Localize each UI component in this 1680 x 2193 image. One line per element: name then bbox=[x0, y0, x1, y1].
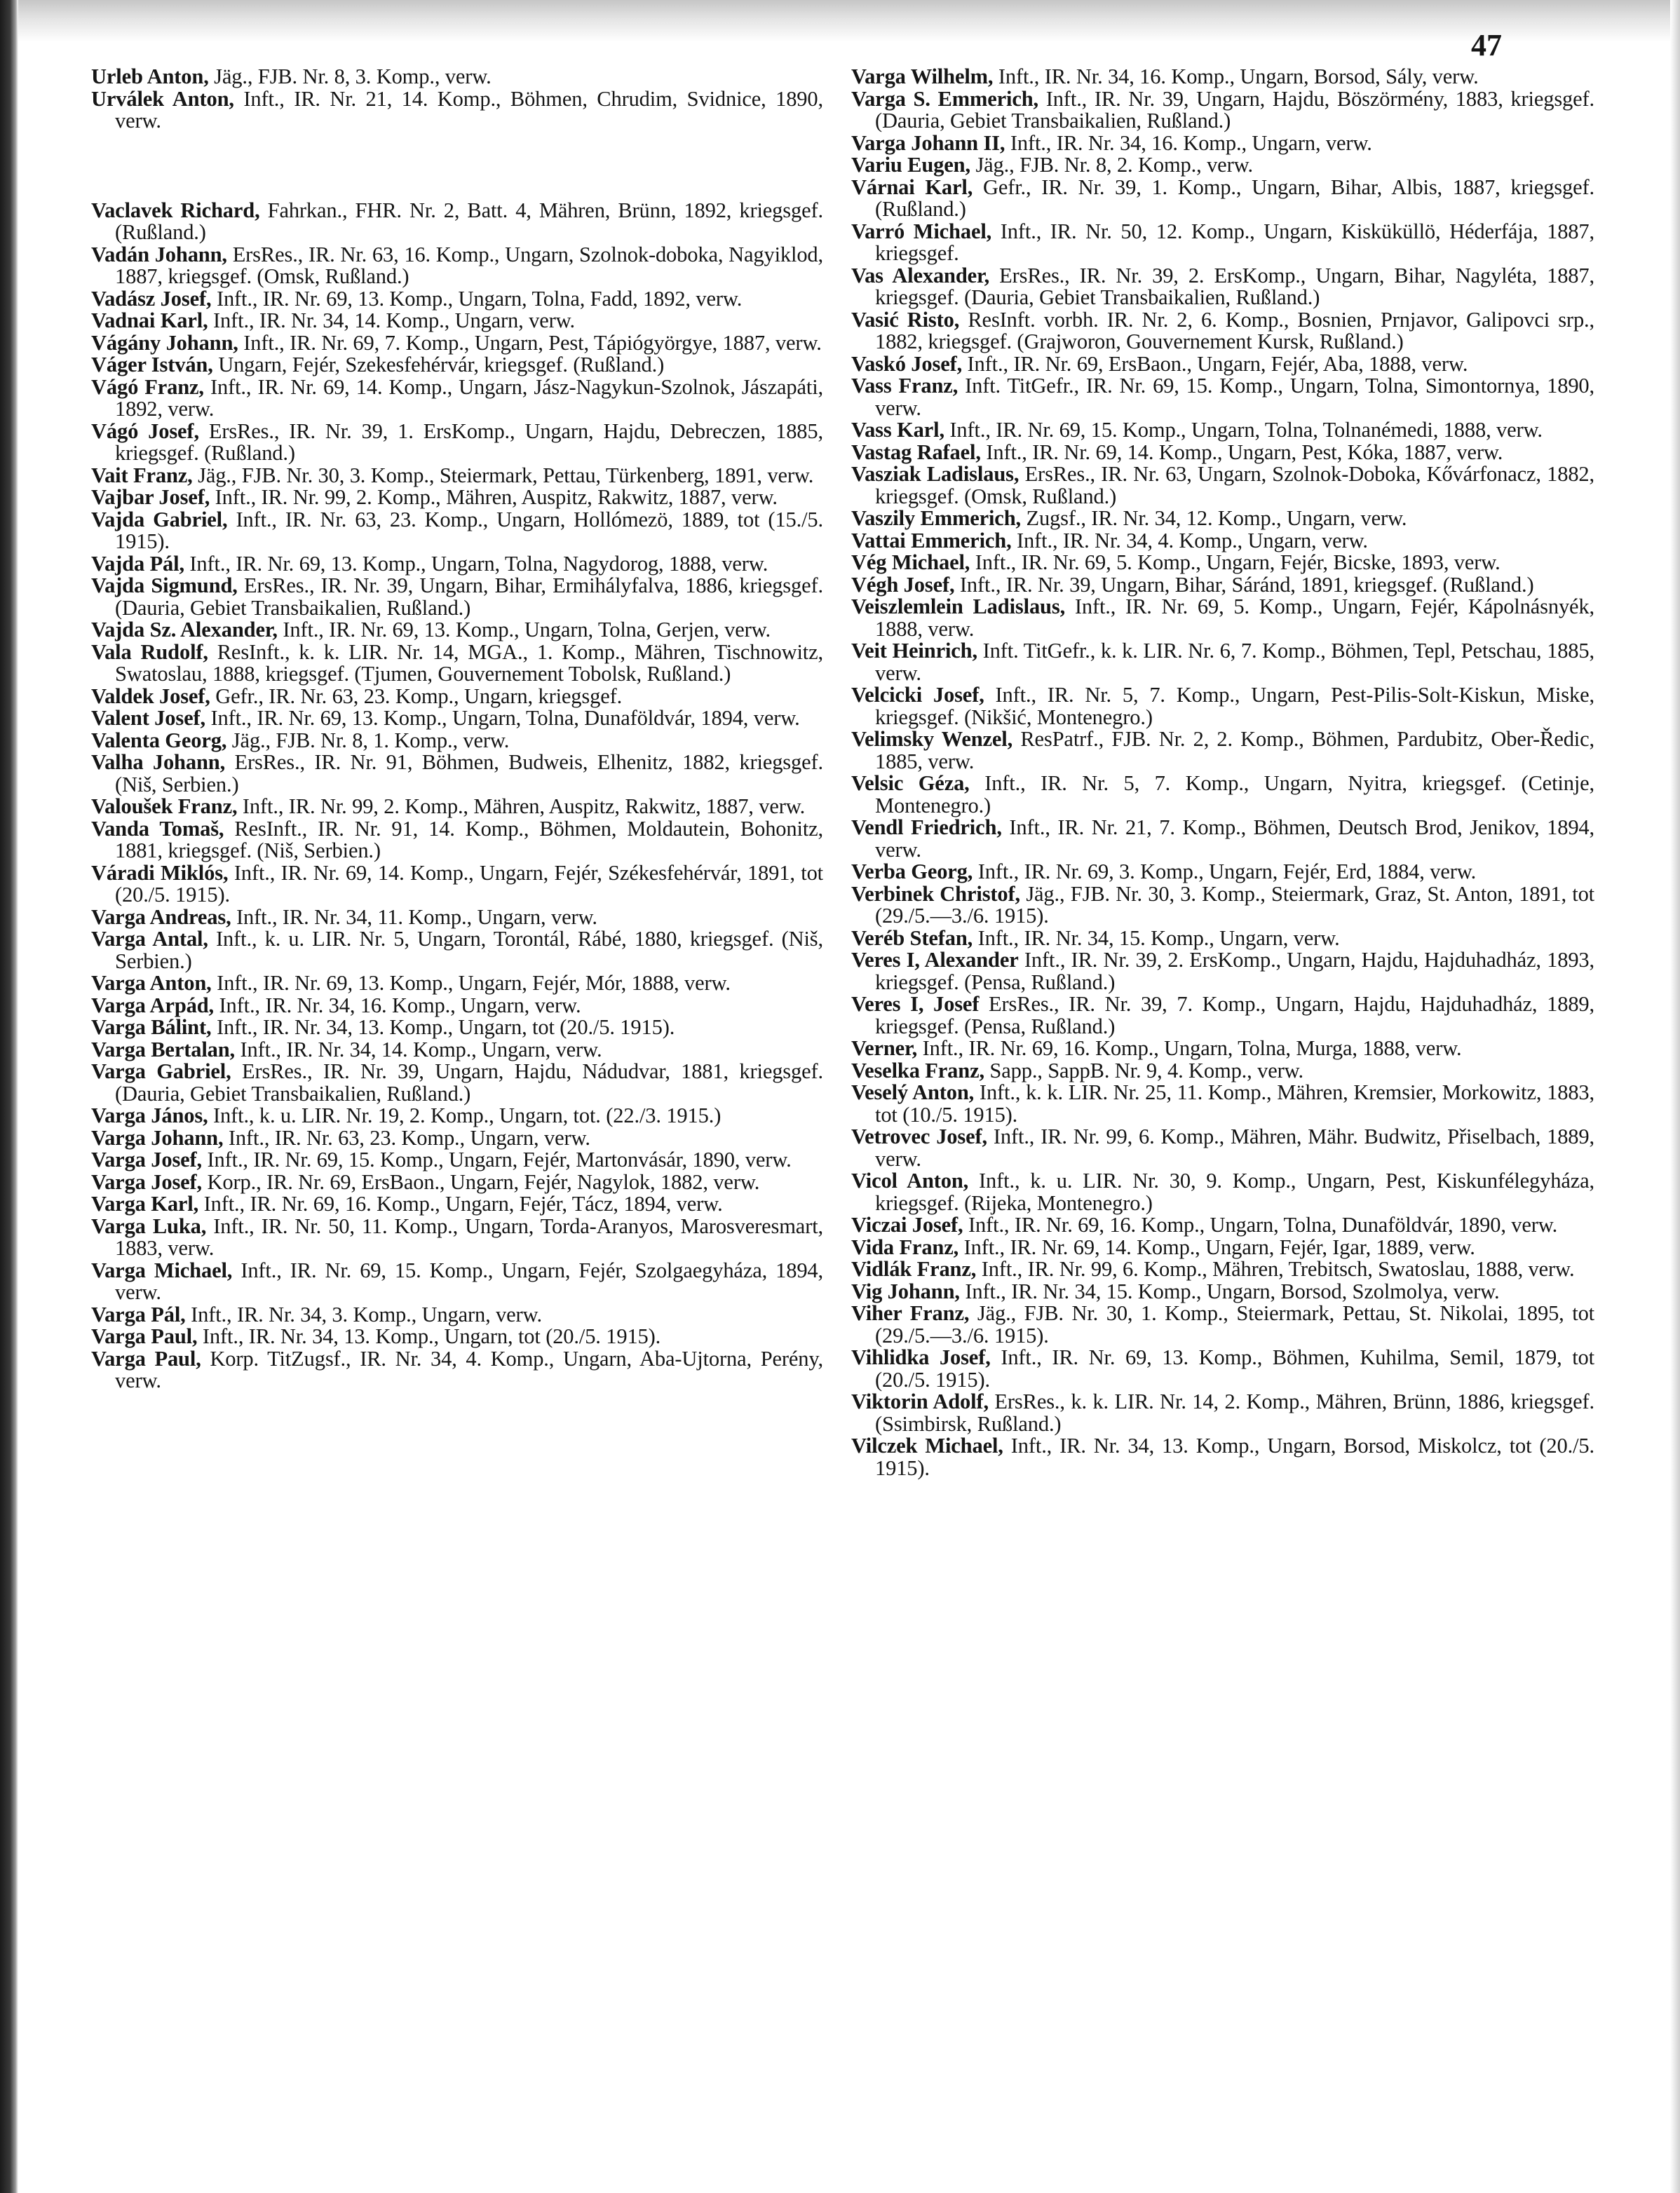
entry-name: Vihlidka Josef, bbox=[851, 1345, 991, 1369]
entry-details: Inft. TitGefr., k. k. LIR. Nr. 6, 7. Komp., Böhmen, Tepl, Petschau, 1885, verw. bbox=[875, 639, 1594, 685]
entry-details: Inft., IR. Nr. 34, 14. Komp., Ungarn, verw. bbox=[235, 1037, 602, 1061]
entry-details: ErsRes., IR. Nr. 91, Böhmen, Budweis, Elhenitz, 1882, kriegsgef. (Niš, Serbien.) bbox=[115, 750, 823, 796]
entry-name: Varga S. Emmerich, bbox=[851, 86, 1039, 111]
entry-name: Vida Franz, bbox=[851, 1235, 959, 1259]
entry-name: Valenta Georg, bbox=[91, 728, 227, 752]
entry-details: Inft., k. k. LIR. Nr. 25, 11. Komp., Mähren, Kremsier, Morkowitz, 1883, tot (10./5. 1915). bbox=[875, 1080, 1595, 1127]
entry-name: Vágány Johann, bbox=[91, 330, 238, 355]
roll-entry bbox=[91, 465, 823, 487]
entry-details: Inft., IR. Nr. 69, 15. Komp., Ungarn, Tolna, Tolnanémedi, 1888, verw. bbox=[944, 418, 1543, 442]
entry-name: Vetrovec Josef, bbox=[851, 1125, 987, 1148]
entry-details: Inft., IR. Nr. 99, 2. Komp., Mähren, Auspitz, Rakwitz, 1887, verw. bbox=[210, 485, 778, 509]
roll-entry bbox=[91, 288, 823, 311]
entry-details: Inft., IR. Nr. 34, 14. Komp., Ungarn, verw. bbox=[208, 308, 575, 332]
entry-name: Vait Franz, bbox=[91, 463, 193, 487]
roll-entry bbox=[851, 773, 1594, 817]
entry-details: Inft., IR. Nr. 69, 13. Komp., Ungarn, Tolna, Dunaföldvár, 1894, verw. bbox=[205, 706, 800, 730]
entry-details: Inft., k. u. LIR. Nr. 5, Ungarn, Torontál, Rábé, 1880, kriegsgef. (Niš, Serbien.) bbox=[115, 927, 823, 973]
roll-entry bbox=[91, 995, 823, 1017]
entry-details: Inft., IR. Nr. 69, 13. Komp., Böhmen, Kuhilma, Semil, 1879, tot (20./5. 1915). bbox=[875, 1345, 1594, 1392]
entry-details: Inft., IR. Nr. 5, 7. Komp., Ungarn, Nyitra, kriegsgef. (Cetinje, Montenegro.) bbox=[875, 771, 1595, 817]
roll-entry bbox=[851, 530, 1594, 552]
roll-entry bbox=[91, 1193, 823, 1216]
roll-entry bbox=[851, 925, 1594, 950]
roll-entry bbox=[91, 862, 823, 907]
entry-name: Varga Josef, bbox=[91, 1169, 203, 1194]
roll-entry bbox=[91, 619, 823, 641]
roll-entry bbox=[91, 1017, 823, 1039]
entry-name: Vajda Sigmund, bbox=[91, 573, 238, 597]
entry-details: Inft., IR. Nr. 34, 16. Komp., Ungarn, Borsod, Sály, verw. bbox=[993, 64, 1479, 88]
roll-entry bbox=[851, 508, 1594, 530]
roll-entry bbox=[851, 154, 1594, 177]
entry-name: Vasić Risto, bbox=[851, 307, 960, 332]
entry-name: Vadán Johann, bbox=[91, 242, 227, 266]
roll-entry bbox=[851, 1435, 1594, 1479]
entry-details: ErsRes., IR. Nr. 63, 16. Komp., Ungarn, Szolnok-doboka, Nagyiklod, 1887, kriegsgef. (Omsk, Rußland.) bbox=[115, 242, 823, 288]
entry-details: ResInft., k. k. LIR. Nr. 14, MGA., 1. Komp., Mähren, Tischnowitz, Swatoslau, 1888, kriegsgef. (Tjumen, Gouvernement Tobolsk, Rußland.) bbox=[115, 639, 823, 686]
entry-name: Varga Arpád, bbox=[91, 993, 215, 1017]
entry-name: Váger István, bbox=[91, 353, 213, 376]
entry-details: Inft., IR. Nr. 34, 13. Komp., Ungarn, Borsod, Miskolcz, tot (20./5. 1915). bbox=[875, 1434, 1594, 1480]
entry-details: Gefr., IR. Nr. 39, 1. Komp., Ungarn, Bihar, Albis, 1887, kriegsgef. (Rußland.) bbox=[875, 175, 1594, 221]
entry-details: ErsRes., k. k. LIR. Nr. 14, 2. Komp., Mähren, Brünn, 1886, kriegsgef. (Ssimbirsk, Rußland.) bbox=[875, 1390, 1594, 1436]
entry-name: Valdek Josef, bbox=[91, 684, 210, 708]
roll-entry bbox=[91, 575, 823, 619]
scan-top-shadow bbox=[0, 0, 1680, 42]
entry-details: ErsRes., IR. Nr. 39, Ungarn, Hajdu, Nádudvar, 1881, kriegsgef. (Dauria, Gebiet Transbaikalien, Rußland.) bbox=[115, 1059, 823, 1106]
entry-name: Vattai Emmerich, bbox=[851, 528, 1012, 552]
entry-name: Vas Alexander, bbox=[851, 263, 990, 287]
entry-details: Jäg., FJB. Nr. 30, 1. Komp., Steiermark, Pettau, St. Nikolai, 1895, tot (29./5.—3./6. 1915). bbox=[875, 1301, 1594, 1347]
roll-entry bbox=[851, 1060, 1594, 1082]
entry-name: Váradi Miklós, bbox=[91, 860, 229, 885]
page-number: 47 bbox=[1471, 28, 1502, 62]
roll-entry bbox=[851, 1038, 1594, 1060]
roll-entry bbox=[851, 1214, 1594, 1237]
entry-details: ErsRes., IR. Nr. 39, Ungarn, Bihar, Ermihályfalva, 1886, kriegsgef. (Dauria, Gebiet Transbaikalien, Rußland.) bbox=[115, 573, 823, 620]
roll-entry bbox=[91, 1304, 823, 1326]
entry-details: Inft., IR. Nr. 69, 14. Komp., Ungarn, Jász-Nagykun-Szolnok, Jászapáti, 1892, verw. bbox=[115, 374, 823, 421]
scan-binding-edge bbox=[0, 0, 18, 2193]
entry-name: Varga Johann, bbox=[91, 1125, 224, 1150]
entry-name: Veiszlemlein Ladislaus, bbox=[851, 595, 1066, 618]
entry-name: Valoušek Franz, bbox=[91, 794, 238, 818]
roll-entry bbox=[91, 1061, 823, 1105]
roll-entry bbox=[91, 487, 823, 509]
entry-name: Vágó Josef, bbox=[91, 419, 199, 443]
roll-entry bbox=[91, 509, 823, 553]
entry-name: Verner, bbox=[851, 1036, 918, 1060]
roll-entry bbox=[851, 1391, 1594, 1435]
entry-name: Viczai Josef, bbox=[851, 1213, 963, 1237]
entry-name: Varga Paul, bbox=[91, 1346, 201, 1371]
entry-details: Jäg., FJB. Nr. 8, 2. Komp., verw. bbox=[970, 153, 1253, 177]
roll-entry bbox=[91, 1216, 823, 1260]
entry-details: Inft., IR. Nr. 63, 23. Komp., Ungarn, Hollómezö, 1889, tot (15./5. 1915). bbox=[115, 507, 823, 553]
roll-entry bbox=[851, 221, 1594, 265]
entry-details: ErsRes., IR. Nr. 39, 7. Komp., Ungarn, Hajdu, Hajduhadház, 1889, kriegsgef. (Pensa, Rußland.) bbox=[875, 992, 1594, 1038]
entry-name: Veréb Stefan, bbox=[851, 925, 973, 950]
entry-name: Vicol Anton, bbox=[851, 1169, 969, 1193]
entry-details: Inft., IR. Nr. 63, 23. Komp., Ungarn, verw. bbox=[223, 1125, 590, 1150]
roll-entry bbox=[851, 130, 1594, 155]
roll-entry bbox=[91, 200, 823, 244]
entry-name: Vanda Tomaš, bbox=[91, 816, 224, 841]
roll-entry bbox=[91, 1105, 823, 1127]
entry-name: Varga Gabriel, bbox=[91, 1059, 231, 1083]
roll-entry bbox=[91, 88, 823, 133]
entry-details: ErsRes., IR. Nr. 39, 2. ErsKomp., Ungarn, Bihar, Nagyléta, 1887, kriegsgef. (Dauria, Gebiet Transbaikalien, Rußland.) bbox=[875, 263, 1594, 309]
entry-name: Verba Georg, bbox=[851, 860, 973, 883]
entry-name: Varga Wilhelm, bbox=[851, 64, 994, 88]
entry-details: Jäg., FJB. Nr. 30, 3. Komp., Steiermark, Graz, St. Anton, 1891, tot (29./5.—3./6. 1915). bbox=[875, 881, 1594, 928]
roll-entry bbox=[91, 730, 823, 752]
entry-name: Vass Karl, bbox=[851, 418, 944, 442]
entry-name: Veit Heinrich, bbox=[851, 639, 977, 663]
entry-name: Veselka Franz, bbox=[851, 1058, 984, 1082]
roll-entry bbox=[851, 1258, 1594, 1281]
entry-name: Vadász Josef, bbox=[91, 286, 212, 311]
scan-right-shadow bbox=[1670, 0, 1680, 2193]
entry-name: Vajda Sz. Alexander, bbox=[91, 618, 278, 641]
entry-details: Jäg., FJB. Nr. 8, 1. Komp., verw. bbox=[226, 728, 510, 752]
roll-entry bbox=[851, 1237, 1594, 1259]
entry-details: Inft., IR. Nr. 21, 7. Komp., Böhmen, Deutsch Brod, Jenikov, 1894, verw. bbox=[875, 815, 1594, 862]
roll-entry bbox=[851, 66, 1594, 88]
entry-details: Inft., IR. Nr. 69, 14. Komp., Ungarn, Pest, Kóka, 1887, verw. bbox=[980, 440, 1503, 464]
roll-entry bbox=[851, 309, 1594, 353]
entry-name: Varga Anton, bbox=[91, 971, 212, 995]
entry-name: Vasziak Ladislaus, bbox=[851, 462, 1019, 486]
entry-details: ErsRes., IR. Nr. 63, Ungarn, Szolnok-Doboka, Kővárfonacz, 1882, kriegsgef. (Omsk, Rußland.) bbox=[875, 462, 1594, 508]
entry-name: Urleb Anton, bbox=[91, 64, 209, 88]
entry-name: Vágó Franz, bbox=[91, 374, 204, 399]
entry-details: Fahrkan., FHR. Nr. 2, Batt. 4, Mähren, Brünn, 1892, kriegsgef. (Rußland.) bbox=[115, 198, 823, 244]
entry-details: ErsRes., IR. Nr. 39, 1. ErsKomp., Ungarn, Hajdu, Debreczen, 1885, kriegsgef. (Rußland.) bbox=[115, 419, 823, 465]
roll-entry bbox=[91, 752, 823, 796]
entry-details: Inft., IR. Nr. 39, 2. ErsKomp., Ungarn, Hajdu, Hajduhadház, 1893, kriegsgef. (Pensa, Rußland.) bbox=[875, 948, 1594, 994]
roll-entry bbox=[91, 904, 823, 929]
roll-entry bbox=[91, 796, 823, 818]
entry-name: Varga Johann II, bbox=[851, 130, 1005, 155]
entry-details: Inft., IR. Nr. 34, 16. Komp., Ungarn, verw. bbox=[214, 993, 581, 1017]
entry-name: Veres I, Alexander bbox=[851, 948, 1019, 972]
roll-entry bbox=[851, 1303, 1594, 1347]
entry-details: Inft., IR. Nr. 69, 5. Komp., Ungarn, Fejér, Kápolnásnyék, 1888, verw. bbox=[875, 595, 1595, 641]
entry-name: Végh Josef, bbox=[851, 572, 955, 597]
roll-entry bbox=[91, 641, 823, 686]
entry-details: Inft., IR. Nr. 34, 13. Komp., Ungarn, tot (20./5. 1915). bbox=[197, 1324, 661, 1348]
entry-details: Inft., IR. Nr. 69, 13. Komp., Ungarn, Fejér, Mór, 1888, verw. bbox=[211, 971, 731, 995]
entry-details: Jäg., FJB. Nr. 8, 3. Komp., verw. bbox=[208, 64, 492, 88]
entry-details: Inft., IR. Nr. 5, 7. Komp., Ungarn, Pest-Pilis-Solt-Kiskun, Miske, kriegsgef. (Nikšić, Montenegro.) bbox=[875, 683, 1594, 729]
roll-entry bbox=[851, 442, 1594, 464]
entry-name: Vidlák Franz, bbox=[851, 1257, 977, 1281]
entry-name: Vaszily Emmerich, bbox=[851, 506, 1021, 530]
roll-entry bbox=[851, 1347, 1594, 1391]
entry-details: Inft. TitGefr., IR. Nr. 69, 15. Komp., Ungarn, Tolna, Simontornya, 1890, verw. bbox=[875, 374, 1595, 420]
entry-details: Inft., IR. Nr. 69, 7. Komp., Ungarn, Pest, Tápiógyörgye, 1887, verw. bbox=[238, 330, 822, 355]
entry-details: Inft., IR. Nr. 34, 11. Komp., Ungarn, verw. bbox=[231, 904, 597, 929]
entry-details: Korp. TitZugsf., IR. Nr. 34, 4. Komp., Ungarn, Aba-Ujtorna, Perény, verw. bbox=[115, 1346, 823, 1392]
entry-name: Vendl Friedrich, bbox=[851, 815, 1002, 839]
entry-name: Veres I, Josef bbox=[851, 992, 980, 1016]
roll-entry bbox=[851, 640, 1594, 684]
entry-details: Inft., IR. Nr. 50, 11. Komp., Ungarn, Torda-Aranyos, Marosveresmart, 1883, verw. bbox=[115, 1214, 823, 1260]
entry-details: Jäg., FJB. Nr. 30, 3. Komp., Steiermark, Pettau, Türkenberg, 1891, verw. bbox=[192, 463, 814, 487]
entry-details: Inft., IR. Nr. 21, 14. Komp., Böhmen, Chrudim, Svidnice, 1890, verw. bbox=[115, 86, 823, 133]
entry-details: Inft., IR. Nr. 69, 14. Komp., Ungarn, Fejér, Székesfehérvár, 1891, tot (20./5. 1915). bbox=[115, 860, 824, 907]
roll-entry bbox=[851, 88, 1594, 133]
entry-details: Zugsf., IR. Nr. 34, 12. Komp., Ungarn, verw. bbox=[1021, 506, 1407, 530]
entry-details: Inft., IR. Nr. 69, 5. Komp., Ungarn, Fejér, Bicske, 1893, verw. bbox=[970, 550, 1501, 574]
roll-entry bbox=[851, 1126, 1594, 1170]
entry-details: ResPatrf., FJB. Nr. 2, 2. Komp., Böhmen, Pardubitz, Ober-Ředic, 1885, verw. bbox=[875, 727, 1594, 773]
roll-entry bbox=[91, 553, 823, 576]
entry-details: Inft., k. u. LIR. Nr. 30, 9. Komp., Ungarn, Pest, Kiskunfélegyháza, kriegsgef. (Rijeka, Montenegro.) bbox=[875, 1169, 1594, 1215]
entry-name: Viktorin Adolf, bbox=[851, 1390, 989, 1413]
roll-entry bbox=[91, 972, 823, 995]
entry-details: Inft., IR. Nr. 69, ErsBaon., Ungarn, Fejér, Aba, 1888, verw. bbox=[962, 351, 1468, 376]
roll-entry bbox=[851, 993, 1594, 1038]
entry-name: Varga Michael, bbox=[91, 1258, 233, 1282]
roll-entry bbox=[851, 883, 1594, 928]
entry-name: Varga Bálint, bbox=[91, 1015, 212, 1039]
entry-name: Veselý Anton, bbox=[851, 1080, 975, 1104]
roll-entry bbox=[91, 1260, 823, 1304]
roll-entry bbox=[851, 265, 1594, 309]
entry-name: Varga Josef, bbox=[91, 1148, 203, 1172]
entry-details: Inft., IR. Nr. 69, 3. Komp., Ungarn, Fejér, Erd, 1884, verw. bbox=[973, 860, 1477, 883]
entry-name: Vaskó Josef, bbox=[851, 351, 963, 376]
roll-entry bbox=[91, 1169, 823, 1194]
entry-details: Inft., IR. Nr. 99, 6. Komp., Mähren, Mähr. Budwitz, Přiselbach, 1889, verw. bbox=[875, 1125, 1594, 1171]
roll-entry bbox=[851, 861, 1594, 883]
entry-name: Vilczek Michael, bbox=[851, 1434, 1003, 1458]
entry-details: Inft., IR. Nr. 50, 12. Komp., Ungarn, Kisküküllö, Héderfája, 1887, kriegsgef. bbox=[875, 219, 1594, 265]
roll-entry bbox=[91, 1348, 823, 1392]
entry-name: Verbinek Christof, bbox=[851, 881, 1021, 906]
roll-entry bbox=[851, 353, 1594, 376]
roll-entry bbox=[91, 244, 823, 288]
roll-entry bbox=[851, 419, 1594, 442]
entry-details: Korp., IR. Nr. 69, ErsBaon., Ungarn, Fejér, Nagylok, 1882, verw. bbox=[202, 1169, 760, 1194]
roll-entry bbox=[91, 818, 823, 862]
entry-details: Inft., IR. Nr. 69, 15. Komp., Ungarn, Fejér, Martonvásár, 1890, verw. bbox=[202, 1148, 792, 1172]
roll-entry bbox=[91, 66, 823, 88]
roll-entry bbox=[851, 463, 1594, 508]
roll-entry bbox=[851, 1170, 1594, 1214]
entry-details: Ungarn, Fejér, Szekesfehérvár, kriegsgef. (Rußland.) bbox=[212, 353, 665, 376]
entry-name: Vastag Rafael, bbox=[851, 440, 981, 464]
roll-entry bbox=[91, 1149, 823, 1172]
roll-entry bbox=[851, 552, 1594, 574]
entry-name: Varga Pál, bbox=[91, 1302, 186, 1326]
roll-entry bbox=[91, 1127, 823, 1150]
entry-name: Vajda Gabriel, bbox=[91, 507, 228, 531]
entry-name: Várnai Karl, bbox=[851, 175, 973, 199]
roll-entry bbox=[91, 1039, 823, 1061]
entry-details: Gefr., IR. Nr. 63, 23. Komp., Ungarn, kriegsgef. bbox=[210, 684, 623, 708]
roll-entry bbox=[91, 310, 823, 332]
entry-name: Vig Johann, bbox=[851, 1279, 960, 1303]
roll-entry bbox=[851, 817, 1594, 861]
left-column bbox=[91, 66, 823, 1392]
entry-name: Velsic Géza, bbox=[851, 771, 970, 795]
entry-name: Vajbar Josef, bbox=[91, 485, 210, 509]
roll-entry bbox=[851, 1281, 1594, 1303]
entry-details: Inft., IR. Nr. 34, 4. Komp., Ungarn, verw. bbox=[1011, 528, 1368, 552]
entry-details: Inft., IR. Nr. 69, 13. Komp., Ungarn, Tolna, Nagydorog, 1888, verw. bbox=[184, 551, 768, 576]
entry-name: Velcicki Josef, bbox=[851, 683, 984, 707]
entry-name: Vaclavek Richard, bbox=[91, 198, 260, 222]
right-column bbox=[851, 66, 1594, 1479]
entry-details: Inft., IR. Nr. 99, 6. Komp., Mähren, Trebitsch, Swatoslau, 1888, verw. bbox=[976, 1257, 1575, 1281]
entry-details: ResInft. vorbh. IR. Nr. 2, 6. Komp., Bosnien, Prnjavor, Galipovci srp., 1882, kriegsgef. (Grajworon, Gouvernement Kursk, Rußland.) bbox=[875, 307, 1594, 353]
roll-entry bbox=[91, 686, 823, 708]
roll-entry bbox=[851, 1082, 1594, 1126]
entry-name: Varró Michael, bbox=[851, 219, 992, 243]
entry-name: Vala Rudolf, bbox=[91, 639, 208, 664]
entry-details: Sapp., SappB. Nr. 9, 4. Komp., verw. bbox=[984, 1058, 1303, 1082]
entry-details: Inft., IR. Nr. 69, 16. Komp., Ungarn, Tolna, Murga, 1888, verw. bbox=[917, 1036, 1462, 1060]
entry-details: Inft., IR. Nr. 69, 13. Komp., Ungarn, Tolna, Fadd, 1892, verw. bbox=[211, 286, 743, 311]
entry-details: Inft., IR. Nr. 34, 15. Komp., Ungarn, Borsod, Szolmolya, verw. bbox=[959, 1279, 1500, 1303]
entry-details: Inft., IR. Nr. 34, 3. Komp., Ungarn, verw. bbox=[185, 1302, 542, 1326]
entry-name: Valent Josef, bbox=[91, 706, 205, 730]
entry-name: Velimsky Wenzel, bbox=[851, 727, 1013, 751]
entry-name: Varga János, bbox=[91, 1104, 208, 1127]
entry-name: Valha Johann, bbox=[91, 750, 226, 774]
entry-name: Varga Luka, bbox=[91, 1214, 207, 1238]
entry-name: Varga Paul, bbox=[91, 1324, 198, 1348]
entry-name: Varga Andreas, bbox=[91, 904, 231, 929]
roll-entry bbox=[851, 949, 1594, 993]
roll-entry bbox=[91, 376, 823, 421]
entry-name: Viher Franz, bbox=[851, 1301, 970, 1325]
roll-entry bbox=[91, 421, 823, 465]
entry-details: Inft., IR. Nr. 69, 15. Komp., Ungarn, Fejér, Szolgaegyháza, 1894, verw. bbox=[115, 1258, 823, 1304]
roll-entry bbox=[851, 728, 1594, 773]
roll-entry bbox=[91, 354, 823, 376]
entry-name: Vass Franz, bbox=[851, 374, 958, 398]
entry-name: Vadnai Karl, bbox=[91, 308, 208, 332]
roll-entry bbox=[851, 574, 1594, 597]
roll-entry bbox=[851, 177, 1594, 221]
entry-name: Vég Michael, bbox=[851, 550, 970, 574]
entry-details: Inft., IR. Nr. 69, 13. Komp., Ungarn, Tolna, Gerjen, verw. bbox=[277, 618, 771, 641]
entry-details: Inft., IR. Nr. 69, 14. Komp., Ungarn, Fejér, Igar, 1889, verw. bbox=[958, 1235, 1475, 1259]
roll-entry bbox=[91, 332, 823, 355]
entry-name: Urválek Anton, bbox=[91, 86, 234, 111]
roll-entry bbox=[851, 684, 1594, 728]
entry-details: Inft., IR. Nr. 39, Ungarn, Hajdu, Böszörmény, 1883, kriegsgef. (Dauria, Gebiet Transbaikalien, Rußland.) bbox=[875, 86, 1595, 133]
roll-entry bbox=[851, 596, 1594, 640]
roll-entry bbox=[91, 707, 823, 730]
entry-details: Inft., IR. Nr. 99, 2. Komp., Mähren, Auspitz, Rakwitz, 1887, verw. bbox=[237, 794, 806, 818]
entry-name: Varga Bertalan, bbox=[91, 1037, 236, 1061]
entry-name: Varga Karl, bbox=[91, 1192, 199, 1216]
entry-details: Inft., IR. Nr. 34, 16. Komp., Ungarn, verw. bbox=[1005, 130, 1372, 155]
entry-details: ResInft., IR. Nr. 91, 14. Komp., Böhmen, Moldautein, Bohonitz, 1881, kriegsgef. (Niš, Serbien.) bbox=[115, 816, 824, 862]
section-gap bbox=[91, 133, 823, 200]
entry-name: Vajda Pál, bbox=[91, 551, 184, 576]
entry-details: Inft., IR. Nr. 34, 15. Komp., Ungarn, verw. bbox=[973, 925, 1340, 950]
entry-name: Variu Eugen, bbox=[851, 153, 970, 177]
entry-details: Inft., IR. Nr. 34, 13. Komp., Ungarn, tot (20./5. 1915). bbox=[211, 1015, 675, 1039]
entry-details: Inft., IR. Nr. 69, 16. Komp., Ungarn, Fejér, Tácz, 1894, verw. bbox=[198, 1192, 723, 1216]
entry-details: Inft., IR. Nr. 39, Ungarn, Bihar, Sáránd, 1891, kriegsgef. (Rußland.) bbox=[954, 572, 1534, 597]
entry-name: Varga Antal, bbox=[91, 927, 208, 951]
roll-entry bbox=[91, 1326, 823, 1348]
roll-entry bbox=[851, 375, 1594, 419]
entry-details: Inft., k. u. LIR. Nr. 19, 2. Komp., Ungarn, tot. (22./3. 1915.) bbox=[208, 1104, 722, 1127]
roll-entry bbox=[91, 928, 823, 972]
entry-details: Inft., IR. Nr. 69, 16. Komp., Ungarn, Tolna, Dunaföldvár, 1890, verw. bbox=[963, 1213, 1558, 1237]
